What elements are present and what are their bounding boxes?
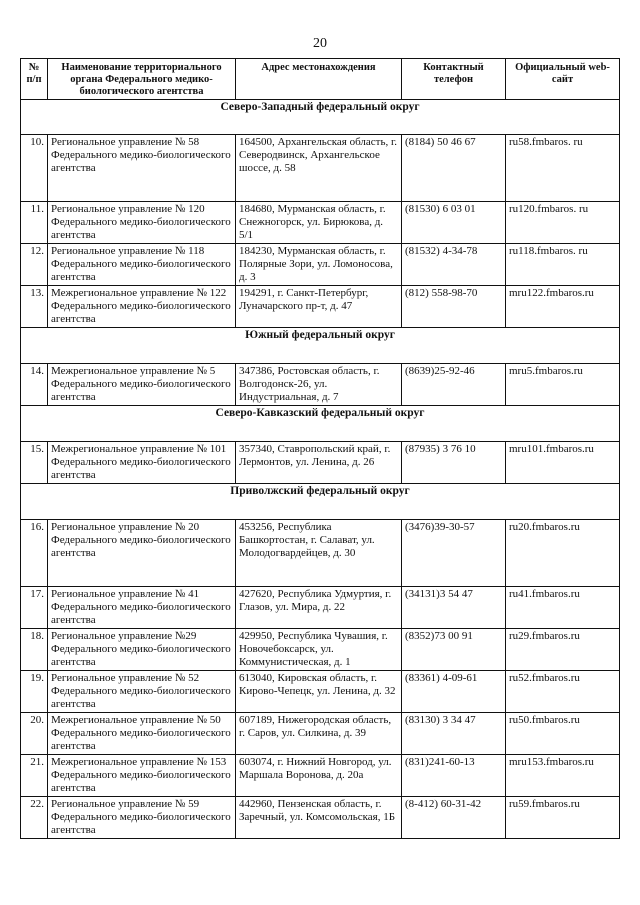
- office-address: 164500, Архангельская область, г. Северодвинск, Архангельское шоссе, д. 58: [236, 135, 402, 202]
- office-phone: (87935) 3 76 10: [402, 442, 506, 484]
- office-website: ru118.fmbaros. ru: [506, 244, 620, 286]
- region-header-row: [21, 484, 620, 520]
- row-number: 22.: [21, 797, 48, 839]
- row-number: 12.: [21, 244, 48, 286]
- office-website: ru59.fmbaros.ru: [506, 797, 620, 839]
- table-row: [21, 244, 620, 286]
- table-body: [21, 100, 620, 839]
- page-number: 20: [313, 36, 327, 51]
- office-website: ru29.fmbaros.ru: [506, 629, 620, 671]
- office-website: mru5.fmbaros.ru: [506, 364, 620, 406]
- office-website: ru41.fmbaros.ru: [506, 587, 620, 629]
- office-address: 357340, Ставропольский край, г. Лермонтов, ул. Ленина, д. 26: [236, 442, 402, 484]
- office-name: Межрегиональное управление № 101 Федерального медико-биологического агентства: [48, 442, 236, 484]
- office-name: Региональное управление №29 Федерального медико-биологического агентства: [48, 629, 236, 671]
- fmba-offices-table: [20, 58, 620, 839]
- office-website: mru153.fmbaros.ru: [506, 755, 620, 797]
- office-name: Региональное управление № 120 Федерального медико-биологического агентства: [48, 202, 236, 244]
- office-phone: (83130) 3 34 47: [402, 713, 506, 755]
- row-number: 17.: [21, 587, 48, 629]
- office-address: 184680, Мурманская область, г. Снежногорск, ул. Бирюкова, д. 5/1: [236, 202, 402, 244]
- office-name: Межрегиональное управление № 5 Федерального медико-биологического агентства: [48, 364, 236, 406]
- row-number: 13.: [21, 286, 48, 328]
- office-phone: (8352)73 00 91: [402, 629, 506, 671]
- table-row: [21, 587, 620, 629]
- office-phone: (8-412) 60-31-42: [402, 797, 506, 839]
- office-name: Региональное управление № 52 Федерального медико-биологического агентства: [48, 671, 236, 713]
- office-phone: (34131)3 54 47: [402, 587, 506, 629]
- row-number: 21.: [21, 755, 48, 797]
- office-phone: (8639)25-92-46: [402, 364, 506, 406]
- table-row: [21, 797, 620, 839]
- office-name: Региональное управление № 59 Федерального медико-биологического агентства: [48, 797, 236, 839]
- row-number: 14.: [21, 364, 48, 406]
- office-address: 194291, г. Санкт-Петербург, Луначарского пр-т, д. 47: [236, 286, 402, 328]
- office-address: 184230, Мурманская область, г. Полярные Зори, ул. Ломоносова, д. 3: [236, 244, 402, 286]
- office-name: Межрегиональное управление № 50 Федерального медико-биологического агентства: [48, 713, 236, 755]
- office-address: 442960, Пензенская область, г. Заречный, ул. Комсомольская, 1Б: [236, 797, 402, 839]
- office-address: 429950, Республика Чувашия, г. Новочебоксарск, ул. Коммунистическая, д. 1: [236, 629, 402, 671]
- office-name: Межрегиональное управление № 122 Федерального медико-биологического агентства: [48, 286, 236, 328]
- office-name: Региональное управление № 20 Федерального медико-биологического агентства: [48, 520, 236, 587]
- office-website: ru20.fmbaros.ru: [506, 520, 620, 587]
- header-website: Официальный web-сайт: [506, 59, 620, 100]
- office-address: 453256, Республика Башкортостан, г. Салават, ул. Молодогвардейцев, д. 30: [236, 520, 402, 587]
- table-header-row: [21, 59, 620, 100]
- office-phone: (812) 558-98-70: [402, 286, 506, 328]
- region-header-row: [21, 100, 620, 135]
- region-header-row: [21, 406, 620, 442]
- office-phone: (8184) 50 46 67: [402, 135, 506, 202]
- office-phone: (831)241-60-13: [402, 755, 506, 797]
- header-num: № п/п: [21, 59, 48, 100]
- table-row: [21, 286, 620, 328]
- region-header-row: [21, 328, 620, 364]
- office-address: 613040, Кировская область, г. Кирово-Чепецк, ул. Ленина, д. 32: [236, 671, 402, 713]
- office-name: Межрегиональное управление № 153 Федерального медико-биологического агентства: [48, 755, 236, 797]
- table-row: [21, 755, 620, 797]
- table-row: [21, 671, 620, 713]
- region-title: Южный федеральный округ: [21, 328, 620, 364]
- office-address: 427620, Республика Удмуртия, г. Глазов, ул. Мира, д. 22: [236, 587, 402, 629]
- table-row: [21, 442, 620, 484]
- office-phone: (81532) 4-34-78: [402, 244, 506, 286]
- row-number: 20.: [21, 713, 48, 755]
- row-number: 10.: [21, 135, 48, 202]
- row-number: 16.: [21, 520, 48, 587]
- office-phone: (81530) 6 03 01: [402, 202, 506, 244]
- office-phone: (3476)39-30-57: [402, 520, 506, 587]
- office-website: ru58.fmbaros. ru: [506, 135, 620, 202]
- region-title: Приволжский федеральный округ: [21, 484, 620, 520]
- row-number: 19.: [21, 671, 48, 713]
- office-address: 607189, Нижегородская область, г. Саров, ул. Силкина, д. 39: [236, 713, 402, 755]
- table-row: [21, 520, 620, 587]
- office-website: mru101.fmbaros.ru: [506, 442, 620, 484]
- row-number: 15.: [21, 442, 48, 484]
- header-address: Адрес местонахождения: [236, 59, 402, 100]
- office-website: mru122.fmbaros.ru: [506, 286, 620, 328]
- row-number: 18.: [21, 629, 48, 671]
- table-row: [21, 629, 620, 671]
- header-name: Наименование территориального органа Федерального медико-биологического агентства: [48, 59, 236, 100]
- header-phone: Контактный телефон: [402, 59, 506, 100]
- office-website: ru120.fmbaros. ru: [506, 202, 620, 244]
- office-phone: (83361) 4-09-61: [402, 671, 506, 713]
- office-address: 347386, Ростовская область, г. Волгодонск-26, ул. Индустриальная, д. 7: [236, 364, 402, 406]
- office-name: Региональное управление № 58 Федерального медико-биологического агентства: [48, 135, 236, 202]
- table-row: [21, 135, 620, 202]
- region-title: Северо-Кавказский федеральный округ: [21, 406, 620, 442]
- table-row: [21, 713, 620, 755]
- office-website: ru50.fmbaros.ru: [506, 713, 620, 755]
- table-row: [21, 364, 620, 406]
- table-row: [21, 202, 620, 244]
- office-website: ru52.fmbaros.ru: [506, 671, 620, 713]
- office-address: 603074, г. Нижний Новгород, ул. Маршала Воронова, д. 20а: [236, 755, 402, 797]
- row-number: 11.: [21, 202, 48, 244]
- region-title: Северо-Западный федеральный округ: [21, 100, 620, 135]
- office-name: Региональное управление № 41 Федерального медико-биологического агентства: [48, 587, 236, 629]
- office-name: Региональное управление № 118 Федерального медико-биологического агентства: [48, 244, 236, 286]
